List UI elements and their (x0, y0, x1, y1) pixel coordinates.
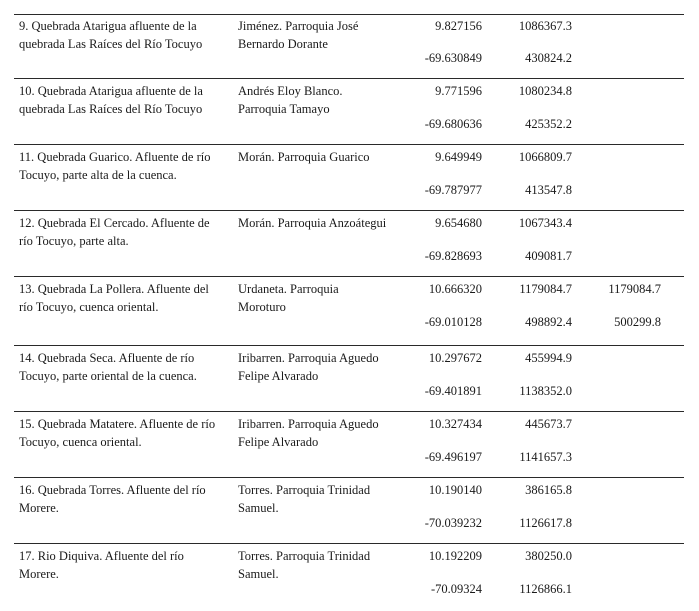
table-rule (14, 477, 684, 478)
row-x-coordinate: 1066809.7 (518, 150, 572, 164)
row-longitude: -70.039232 (424, 516, 482, 530)
row-description: 15. Quebrada Matatere. Afluente de río Tocuyo, cuenca oriental. (19, 417, 216, 449)
row-x-coordinate: 1179084.7 (519, 282, 572, 296)
row-location: Andrés Eloy Blanco. Parroquia Tamayo (238, 84, 343, 116)
table-rule (14, 411, 684, 412)
table-rule (14, 345, 684, 346)
row-longitude: -69.496197 (424, 450, 482, 464)
row-x-coordinate: 455994.9 (525, 351, 572, 365)
row-location: Iribarren. Parroquia Aguedo Felipe Alvarado (238, 417, 379, 449)
row-x-coordinate: 1086367.3 (518, 19, 572, 33)
table-rule (14, 276, 684, 277)
row-y-coordinate: 425352.2 (525, 117, 572, 131)
row-latitude: 9.649949 (435, 150, 482, 164)
table-rule (14, 144, 684, 145)
table-rule (14, 78, 684, 79)
row-latitude: 9.827156 (435, 19, 482, 33)
row-x-coordinate: 380250.0 (525, 549, 572, 563)
row-longitude: -69.828693 (424, 249, 482, 263)
row-description: 13. Quebrada La Pollera. Afluente del río Tocuyo, cuenca oriental. (19, 282, 209, 314)
table-rule (14, 210, 684, 211)
row-location: Iribarren. Parroquia Aguedo Felipe Alvarado (238, 351, 379, 383)
row-location: Morán. Parroquia Anzoátegui (238, 216, 387, 230)
row-x-coordinate: 1080234.8 (518, 84, 572, 98)
row-latitude: 10.297672 (428, 351, 482, 365)
row-y-coordinate: 1138352.0 (519, 384, 572, 398)
row-description: 12. Quebrada El Cercado. Afluente de río Tocuyo, parte alta. (19, 216, 210, 248)
row-y-coordinate: 413547.8 (525, 183, 572, 197)
row-description: 17. Rio Diquiva. Afluente del río Morere. (19, 549, 184, 581)
row-latitude: 9.654680 (435, 216, 482, 230)
row-y-coordinate: 430824.2 (525, 51, 572, 65)
row-y-coordinate: 1126617.8 (519, 516, 572, 530)
row-latitude: 10.327434 (428, 417, 482, 431)
row-location: Torres. Parroquia Trinidad Samuel. (238, 549, 371, 581)
row-longitude: -69.787977 (424, 183, 482, 197)
row-location: Jiménez. Parroquia José Bernardo Dorante (238, 19, 359, 51)
table-rule (14, 543, 684, 544)
row-latitude: 10.192209 (428, 549, 482, 563)
row-description: 16. Quebrada Torres. Afluente del río Morere. (19, 483, 206, 515)
table-rule (14, 14, 684, 15)
row-description: 9. Quebrada Atarigua afluente de la quebrada Las Raíces del Río Tocuyo (19, 19, 203, 51)
row-location: Urdaneta. Parroquia Moroturo (238, 282, 339, 314)
row-description: 11. Quebrada Guarico. Afluente de río Tocuyo, parte alta de la cuenca. (19, 150, 211, 182)
row-location: Torres. Parroquia Trinidad Samuel. (238, 483, 371, 515)
row-y-coordinate: 1141657.3 (519, 450, 572, 464)
row-x-coordinate: 386165.8 (525, 483, 572, 497)
row-longitude: -70.09324 (430, 582, 482, 596)
row-location: Morán. Parroquia Guarico (238, 150, 370, 164)
row-y-coordinate-extra: 500299.8 (614, 315, 661, 329)
row-x-coordinate-extra: 1179084.7 (608, 282, 661, 296)
row-longitude: -69.010128 (424, 315, 482, 329)
row-longitude: -69.401891 (424, 384, 482, 398)
row-description: 10. Quebrada Atarigua afluente de la quebrada Las Raíces del Río Tocuyo (19, 84, 203, 116)
row-longitude: -69.680636 (424, 117, 482, 131)
row-latitude: 10.666320 (428, 282, 482, 296)
row-y-coordinate: 409081.7 (525, 249, 572, 263)
row-latitude: 9.771596 (435, 84, 482, 98)
row-x-coordinate: 445673.7 (525, 417, 572, 431)
row-longitude: -69.630849 (424, 51, 482, 65)
row-y-coordinate: 498892.4 (525, 315, 572, 329)
row-latitude: 10.190140 (428, 483, 482, 497)
row-x-coordinate: 1067343.4 (518, 216, 572, 230)
row-description: 14. Quebrada Seca. Afluente de río Tocuyo, parte oriental de la cuenca. (19, 351, 197, 383)
row-y-coordinate: 1126866.1 (519, 582, 572, 596)
